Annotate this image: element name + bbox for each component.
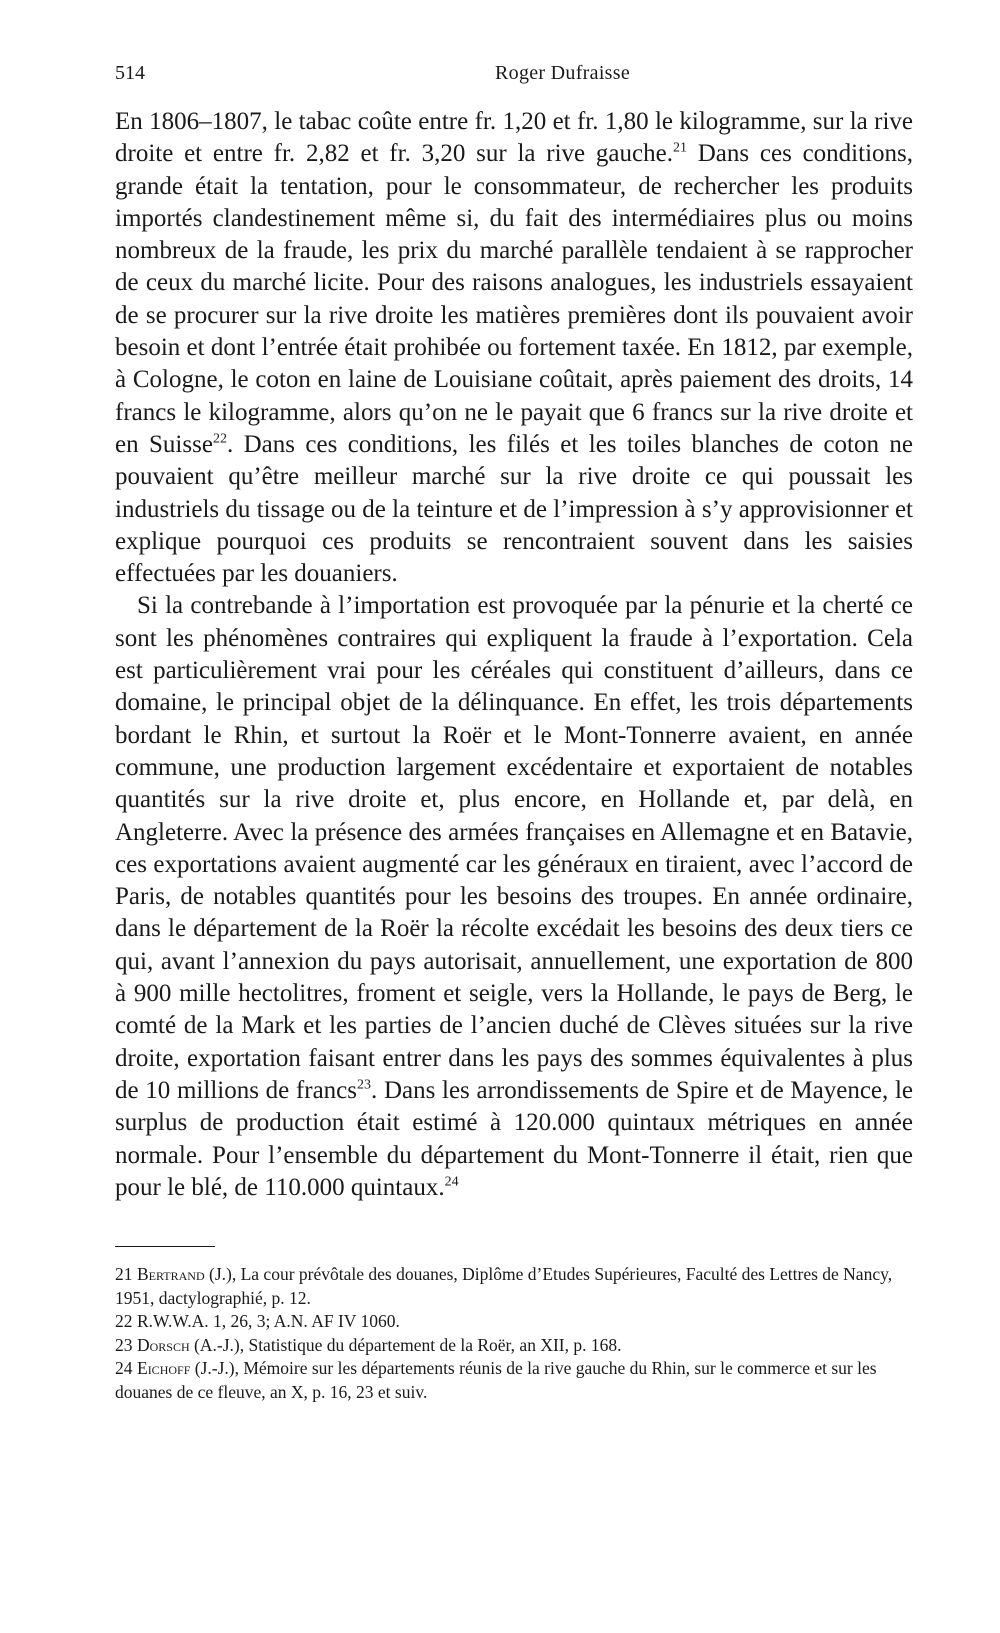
- footnote-text: (J.), La cour prévôtale des douanes, Diplôme d’Etudes Supérieures, Faculté des Lettres de Nancy, 1951, dactylographié, p. 12.: [115, 1264, 893, 1308]
- footnote-number: 23: [115, 1334, 133, 1355]
- footnote-number: 22: [115, 1311, 133, 1332]
- footnote-ref-23: 23: [357, 1077, 371, 1093]
- paragraph-2-text-b: . Dans les arrondissements de Spire et de Mayence, le surplus de production était estimé à 120.000 quintaux métriques en année normale. Pour l’ensemble du département du Mont-Tonnerre il était, rien que pour le blé, de 110.000 quintaux.: [115, 1076, 913, 1201]
- running-head: Roger Dufraisse: [495, 62, 631, 84]
- paragraph-1: [115, 106, 913, 590]
- footnote-21: [115, 1263, 913, 1310]
- paragraph-1-text-a: En 1806–1807, le tabac coûte entre fr. 1,20 et fr. 1,80 le kilogramme, sur la rive droite et entre fr. 2,82 et fr. 3,20 sur la rive gauche.: [115, 108, 913, 168]
- paragraph-1-text-b: Dans ces conditions, grande était la tentation, pour le consommateur, de rechercher les produits importés clandestinement même si, du fait des intermédiaires plus ou moins nombreux de la fraude, les prix du marché parallèle tendaient à se rapprocher de ceux du marché licite. Pour des raisons analogues, les industriels essayaient de se procurer sur la rive droite les matières premières dont ils pouvaient avoir besoin et dont l’entrée était prohibée ou fortement taxée. En 1812, par exemple, à Cologne, le coton en laine de Louisiane coûtait, après paiement des droits, 14 francs le kilogramme, alors qu’on ne le payait que 6 francs sur la rive droite et en Suisse: [115, 140, 913, 458]
- footnote-ref-22: 22: [212, 431, 227, 447]
- footnote-text: R.W.W.A. 1, 26, 3; A.N. AF IV 1060.: [137, 1311, 400, 1332]
- footnote-text: (J.-J.), Mémoire sur les départements réunis de la rive gauche du Rhin, sur le commerce et sur les douanes de ce fleuve, an X, p. 16, 23 et suiv.: [115, 1358, 877, 1402]
- footnote-ref-24: 24: [444, 1174, 459, 1190]
- page-number: 514: [115, 62, 145, 84]
- page-header: [115, 62, 913, 106]
- footnote-author: Eichoff: [137, 1358, 191, 1379]
- footnotes: [115, 1263, 913, 1404]
- footnote-number: 24: [115, 1358, 133, 1379]
- footnote-text: (A.-J.), Statistique du département de la Roër, an XII, p. 168.: [189, 1334, 622, 1355]
- footnote-separator: [115, 1246, 215, 1247]
- footnote-number: 21: [115, 1264, 133, 1285]
- footnote-ref-21: 21: [672, 140, 687, 156]
- body-text: [115, 106, 913, 1204]
- book-page: [115, 62, 913, 1404]
- footnote-author: Bertrand: [137, 1264, 205, 1285]
- footnote-author: Dorsch: [137, 1334, 190, 1355]
- footnote-23: [115, 1334, 913, 1358]
- footnote-24: [115, 1357, 913, 1404]
- paragraph-2: [115, 590, 913, 1204]
- paragraph-2-text-a: Si la contrebande à l’importation est provoquée par la pénurie et la cherté ce sont les phénomènes contraires qui expliquent la fraude à l’exportation. Cela est particulièrement vrai pour les céréales qui constituent d’ailleurs, dans ce domaine, le principal objet de la délinquance. En effet, les trois départements bordant le Rhin, et surtout la Roër et le Mont-Tonnerre avaient, en année commune, une production largement excédentaire et exportaient de notables quantités sur la rive droite et, plus encore, en Hollande et, par delà, en Angleterre. Avec la présence des armées françaises en Allemagne et en Batavie, ces exportations avaient augmenté car les généraux en tiraient, avec l’accord de Paris, de notables quantités pour les besoins des troupes. En année ordinaire, dans le département de la Roër la récolte excédait les besoins des deux tiers ce qui, avant l’annexion du pays autorisait, annuellement, une exportation de 800 à 900 mille hectolitres, froment et seigle, vers la Hollande, le pays de Berg, le comté de la Mark et les parties de l’ancien duché de Clèves situées sur la rive droite, exportation faisant entrer dans les pays des sommes équivalentes à plus de 10 millions de francs: [115, 592, 913, 1104]
- footnote-22: [115, 1310, 913, 1334]
- paragraph-1-text-c: . Dans ces conditions, les filés et les toiles blanches de coton ne pouvaient qu’être meilleur marché sur la rive droite ce qui poussait les industriels du tissage ou de la teinture et de l’impression à s’y approvisionner et explique pourquoi ces produits se rencontraient souvent dans les saisies effectuées par les douaniers.: [115, 430, 914, 588]
